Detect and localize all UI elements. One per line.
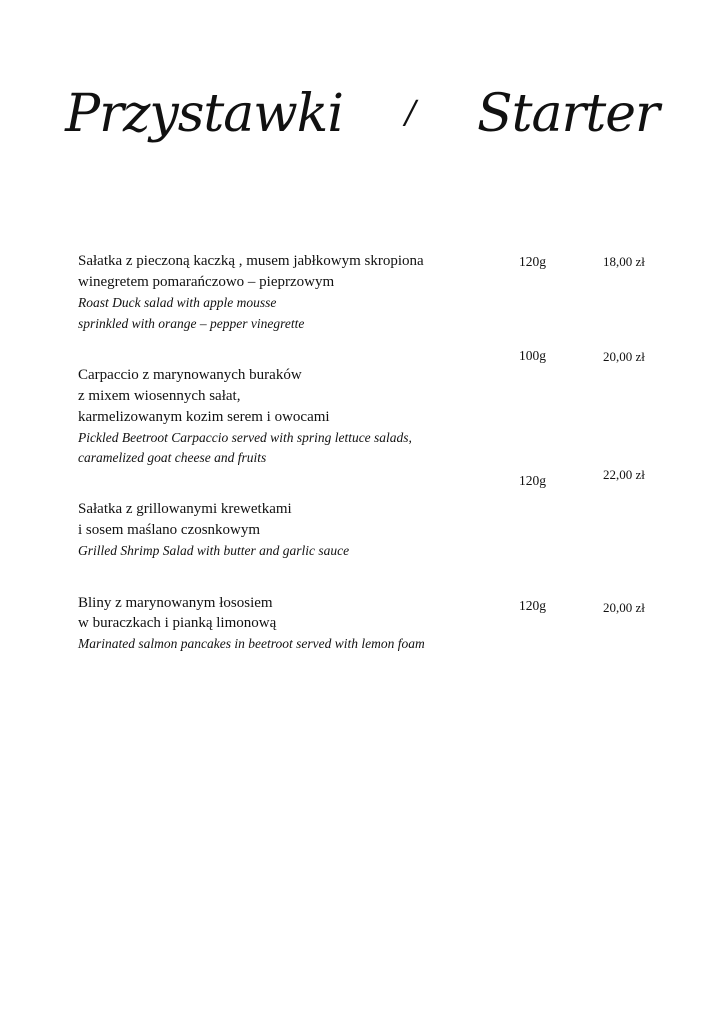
dish-name-polish: w buraczkach i pianką limonową bbox=[78, 615, 277, 631]
dish-name-english: Marinated salmon pancakes in beetroot served with lemon foam bbox=[78, 636, 425, 651]
dish-weight: 120g bbox=[519, 473, 546, 488]
dish-name-english: caramelized goat cheese and fruits bbox=[78, 450, 267, 465]
title-english: Starter bbox=[476, 84, 659, 144]
dish-name-polish: Carpaccio z marynowanych buraków bbox=[78, 367, 302, 383]
dish-name-english: Roast Duck salad with apple mousse bbox=[78, 295, 277, 310]
dish-weight: 100g bbox=[519, 348, 546, 363]
dish-name-polish: karmelizowanym kozim serem i owocami bbox=[78, 409, 330, 425]
page-title bbox=[0, 84, 724, 144]
dish-name-english: Pickled Beetroot Carpaccio served with spring lettuce salads, bbox=[78, 430, 412, 445]
title-separator: / bbox=[405, 93, 415, 131]
dish-name-english: sprinkled with orange – pepper vinegrette bbox=[78, 316, 305, 331]
dish-name-polish: i sosem maślano czosnkowym bbox=[78, 522, 261, 538]
dish-name-polish: Bliny z marynowanym łososiem bbox=[78, 595, 273, 611]
dish-name-english: Grilled Shrimp Salad with butter and garlic sauce bbox=[78, 543, 350, 558]
dish-price: 22,00 zł bbox=[603, 467, 645, 482]
dish-price: 18,00 zł bbox=[603, 254, 645, 269]
dish-price: 20,00 zł bbox=[603, 349, 645, 364]
dish-price: 20,00 zł bbox=[603, 600, 645, 615]
dish-name-polish: winegretem pomarańczowo – pieprzowym bbox=[78, 274, 335, 290]
dish-weight: 120g bbox=[519, 598, 546, 613]
title-polish: Przystawki bbox=[65, 84, 343, 144]
dish-name-polish: z mixem wiosennych sałat, bbox=[78, 388, 241, 404]
dish-name-polish: Sałatka z grillowanymi krewetkami bbox=[78, 501, 292, 517]
dish-weight: 120g bbox=[519, 254, 546, 269]
dish-name-polish: Sałatka z pieczoną kaczką , musem jabłkowym skropiona bbox=[78, 253, 424, 269]
